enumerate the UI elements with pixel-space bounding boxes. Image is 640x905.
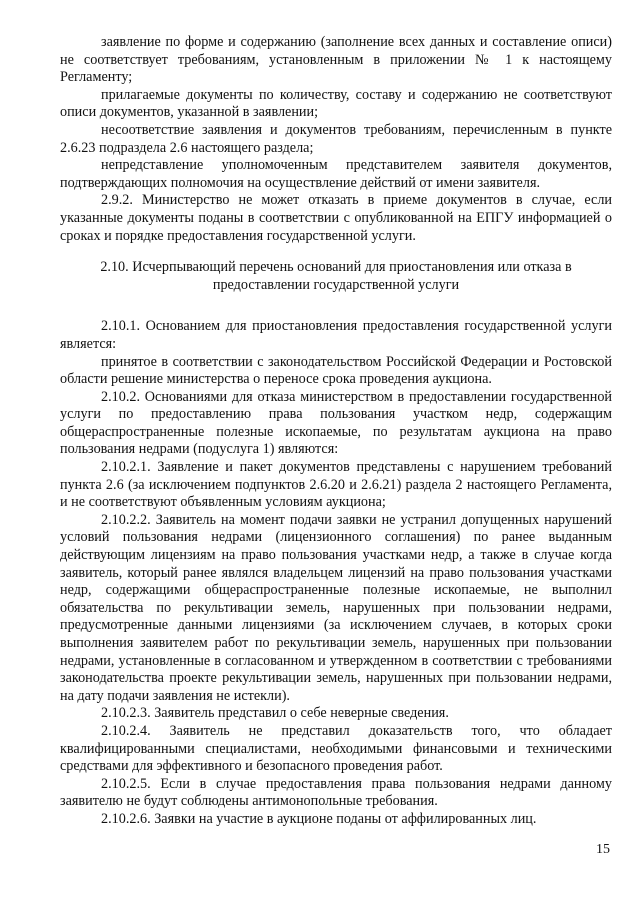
paragraph-suspension-decision: принятое в соответствии с законодательством Российской Федерации и Ростовской области решение министерства о переносе срока проведения аукциона. <box>60 353 612 388</box>
paragraph-2-10-2-6: 2.10.2.6. Заявки на участие в аукционе поданы от аффилированных лиц. <box>101 810 537 827</box>
paragraph-2-10-2: 2.10.2. Основаниями для отказа министерством в предоставлении государственной услуги по предоставлению права пользования участком недр, содержащим общераспространенные полезные ископаемые, по результатам аукциона на право пользования недрами (подуслуга 1) являются: <box>60 388 612 458</box>
paragraph-2-10-2-2: 2.10.2.2. Заявитель на момент подачи заявки не устранил допущенных нарушений условий пользования недрами (лицензионного соглашения) по ранее выданным действующим лицензиям на право пользования участками недр, а также в случае когда заявитель, который ранее являлся владельцем лицензий на право пользования участками недр, содержащими общераспространенные полезные ископаемые, не выполнил обязательства по рекультивации земель, нарушенных при пользовании недрами, предусмотренные данными лицензиями (за исключением случаев, в которых сроки выполнения заявителем работ по рекультивации земель, нарушенных при пользовании недрами, установленные в согласованном и утвержденном в соответствии с требованиями законодательства проекте рекультивации земель, нарушенных при пользовании недрами, на дату подачи заявления не истекли). <box>60 511 612 704</box>
page-number: 15 <box>596 842 610 857</box>
paragraph-2-10-1: 2.10.1. Основанием для приостановления предоставления государственной услуги является: <box>60 318 612 352</box>
section-heading-2-10: 2.10. Исчерпывающий перечень оснований для приостановления или отказа в предоставлении государственной услуги <box>100 259 572 293</box>
paragraph-2-10-2-1: 2.10.2.1. Заявление и пакет документов представлены с нарушением требований пункта 2.6 (за исключением подпунктов 2.6.20 и 2.6.21) раздела 2 настоящего Регламента, и не соответствуют объявленным условиям аукциона; <box>60 459 612 511</box>
paragraph-nonconformity: несоответствие заявления и документов требованиям, перечисленным в пункте 2.6.23 подраздела 2.6 настоящего раздела; <box>60 121 612 156</box>
paragraph-2-10-2-4: 2.10.2.4. Заявитель не представил доказательств того, что обладает квалифицированными специалистами, необходимыми финансовыми и техническими средствами для эффективного и безопасного проведения работ. <box>60 722 612 775</box>
paragraph-attached-documents: прилагаемые документы по количеству, составу и содержанию не соответствуют описи документов, указанной в заявлении; <box>60 86 612 121</box>
paragraph-application-form: заявление по форме и содержанию (заполнение всех данных и составление описи) не соответствует требованиям, установленным в приложении № 1 к настоящему Регламенту; <box>60 34 612 86</box>
paragraph-2-9-2: 2.9.2. Министерство не может отказать в приеме документов в случае, если указанные документы поданы в соответствии с опубликованной на ЕПГУ информацией о сроках и порядке предоставления государственной услуги. <box>60 192 612 244</box>
document-page <box>60 34 612 829</box>
paragraph-2-10-2-3: 2.10.2.3. Заявитель представил о себе неверные сведения. <box>101 705 449 722</box>
paragraph-2-10-2-5: 2.10.2.5. Если в случае предоставления права пользования недрами данному заявителю не будут соблюдены антимонопольные требования. <box>60 775 612 810</box>
paragraph-authority-documents: непредставление уполномоченным представителем заявителя документов, подтверждающих полномочия на осуществление действий от имени заявителя. <box>60 157 612 191</box>
